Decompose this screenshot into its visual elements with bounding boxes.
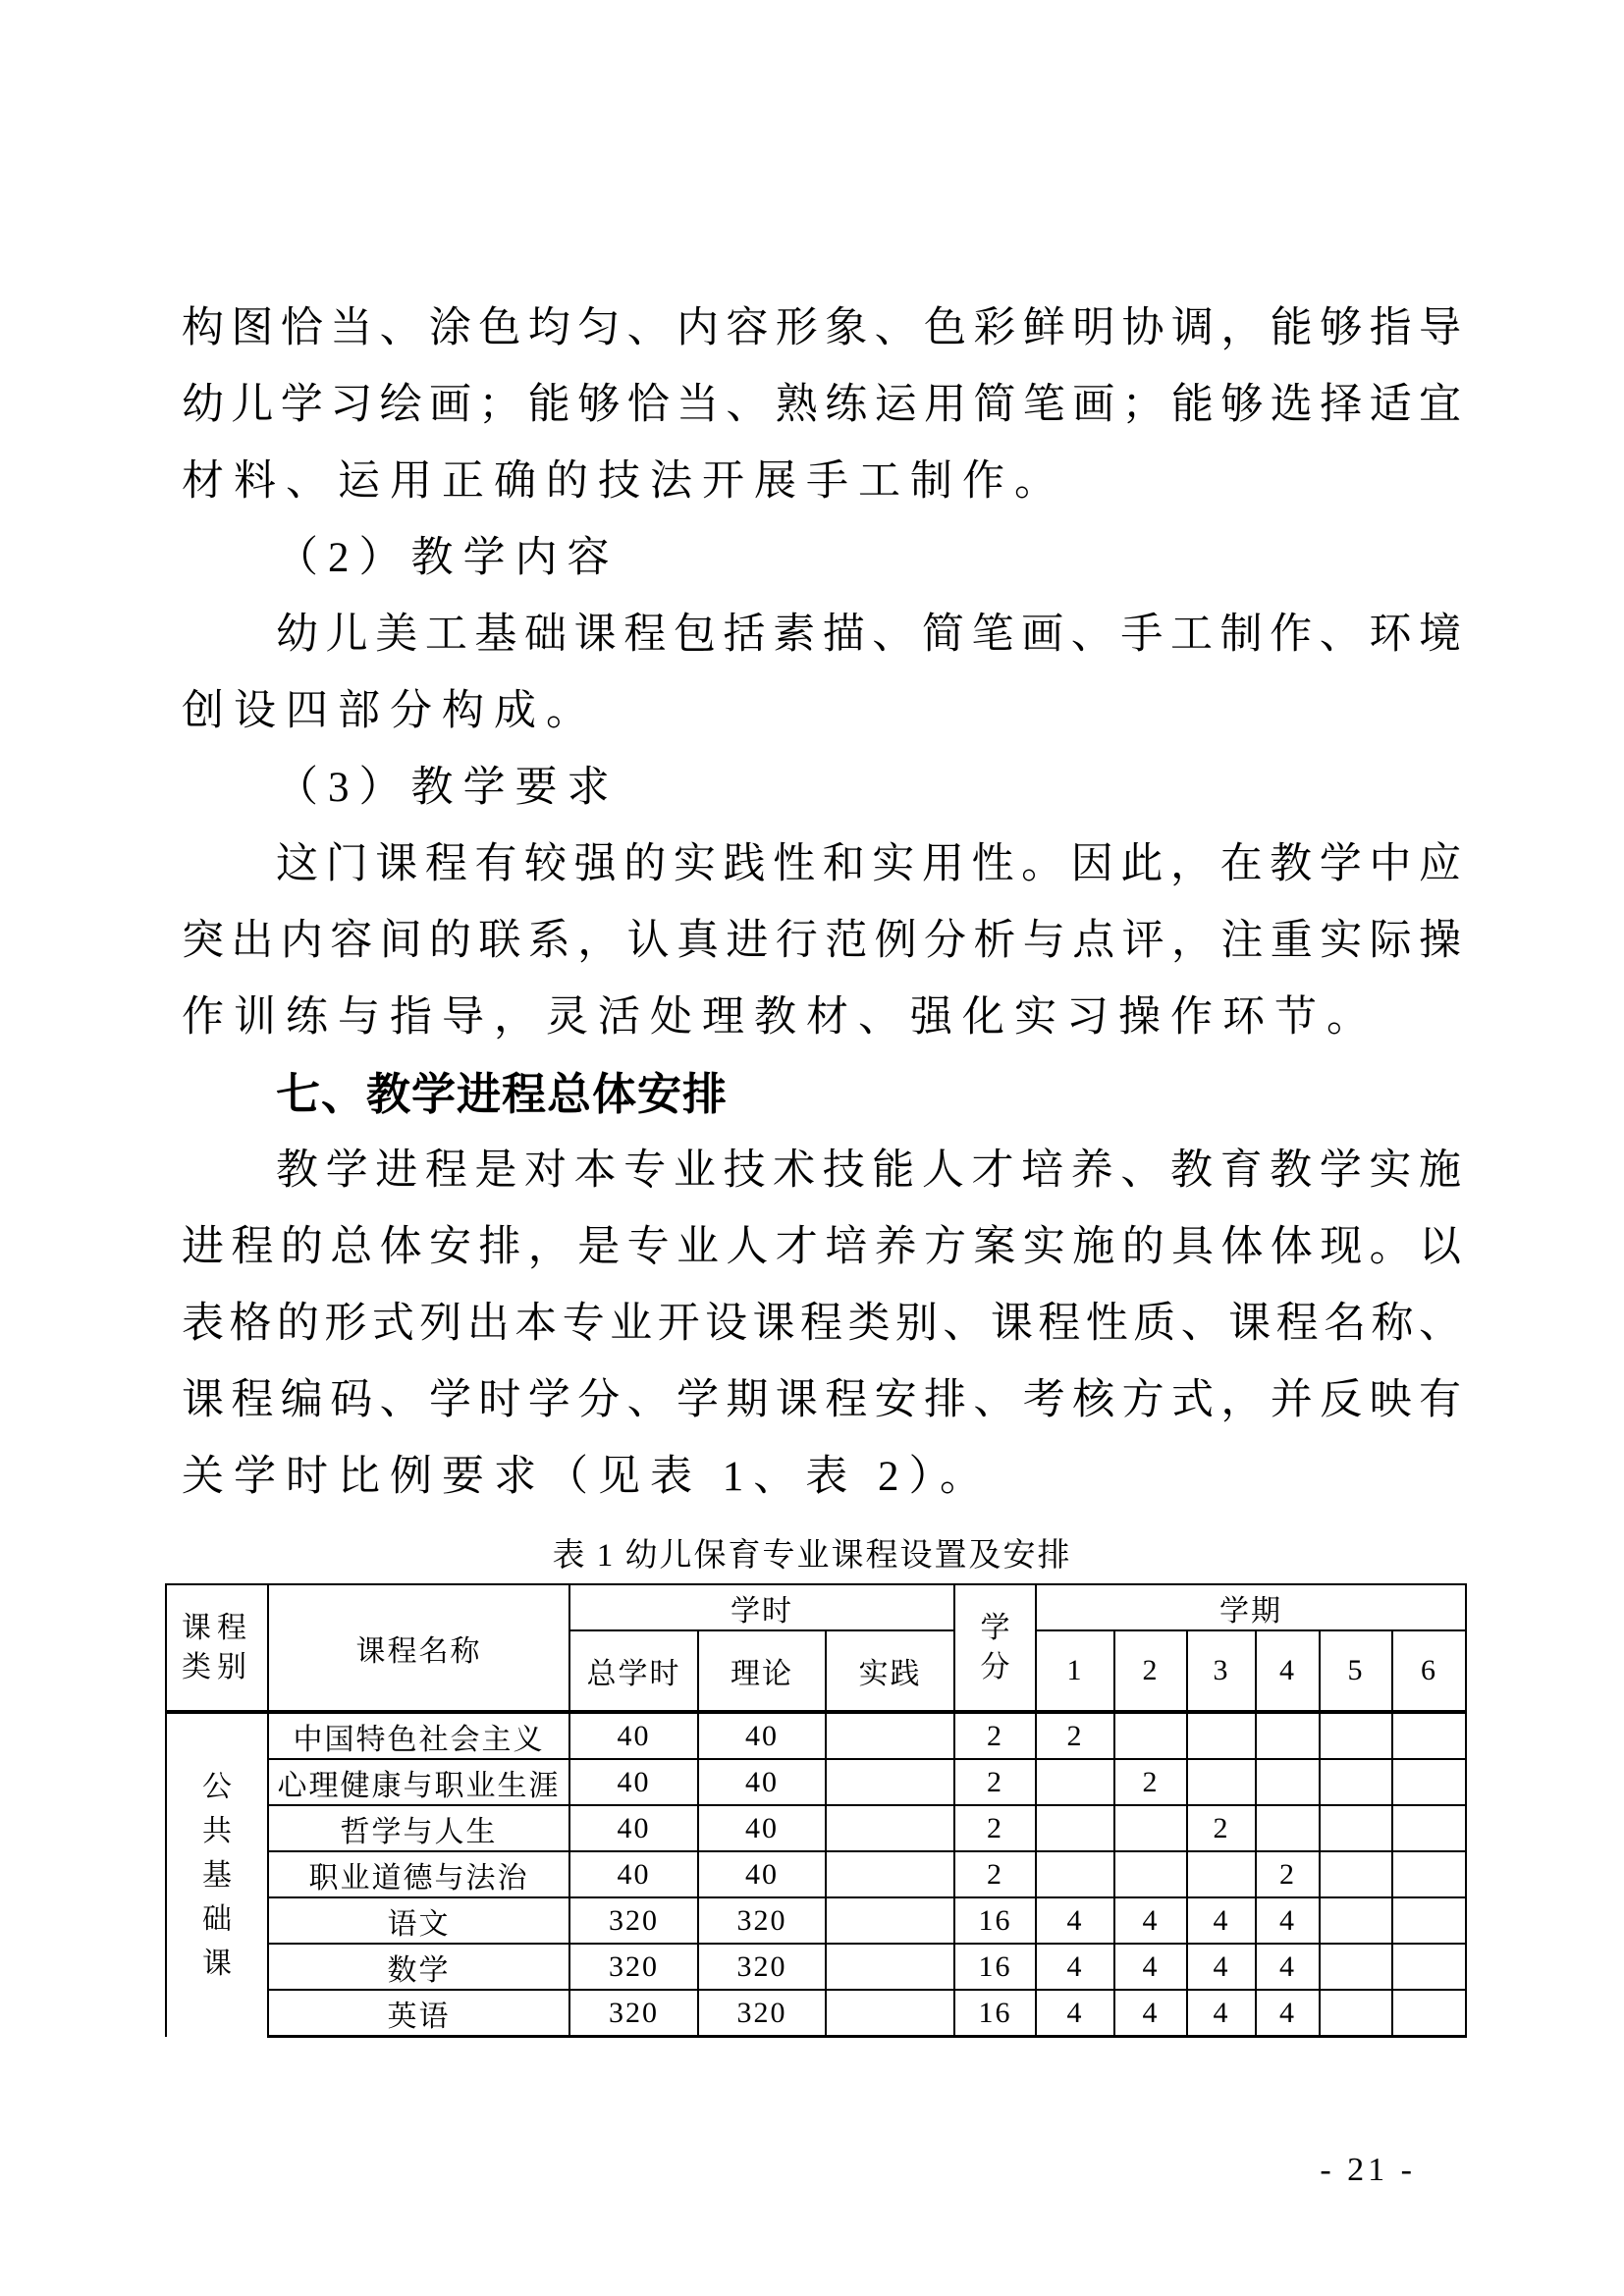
- header-sem-3: 3: [1187, 1630, 1256, 1712]
- sem-cell: [1187, 1851, 1256, 1897]
- credit-cell: 2: [954, 1805, 1036, 1851]
- table-row: [166, 1897, 1466, 1944]
- sem-cell: 4: [1114, 1944, 1187, 1990]
- sem-cell: [1036, 1759, 1114, 1805]
- header-sem-4: 4: [1256, 1630, 1320, 1712]
- sem-cell: [1036, 1851, 1114, 1897]
- sem-cell: [1114, 1805, 1187, 1851]
- sem-cell: 4: [1256, 1944, 1320, 1990]
- table-row: [166, 1712, 1466, 1759]
- sem-cell: 2: [1036, 1712, 1114, 1759]
- sem-cell: [1320, 1805, 1392, 1851]
- header-credit: 学分: [954, 1584, 1036, 1712]
- sem-cell: [1320, 1897, 1392, 1944]
- sem-cell: [1392, 1851, 1466, 1897]
- header-theory: 理论: [698, 1630, 826, 1712]
- text-line: 幼儿学习绘画；能够恰当、熟练运用简笔画；能够选择适宜: [182, 382, 1463, 428]
- total-hours-cell: 40: [569, 1759, 698, 1805]
- sem-cell: 4: [1036, 1897, 1114, 1944]
- header-sem-1: 1: [1036, 1630, 1114, 1712]
- header-total-hours: 总学时: [569, 1630, 698, 1712]
- text-line: 突出内容间的联系，认真进行范例分析与点评，注重实际操: [182, 918, 1463, 964]
- sem-cell: 4: [1187, 1944, 1256, 1990]
- course-schedule-table: [165, 1583, 1467, 2038]
- credit-cell: 2: [954, 1851, 1036, 1897]
- course-name-cell: 中国特色社会主义: [268, 1712, 569, 1759]
- sem-cell: [1036, 1805, 1114, 1851]
- sem-cell: [1320, 1851, 1392, 1897]
- course-name-cell: 数学: [268, 1944, 569, 1990]
- total-hours-cell: 320: [569, 1944, 698, 1990]
- sem-cell: 2: [1256, 1851, 1320, 1897]
- sem-cell: 4: [1036, 1944, 1114, 1990]
- text-line: 材料、运用正确的技法开展手工制作。: [182, 458, 1066, 505]
- credit-cell: 2: [954, 1712, 1036, 1759]
- table-row: [166, 1944, 1466, 1990]
- theory-cell: 40: [698, 1851, 826, 1897]
- total-hours-cell: 40: [569, 1805, 698, 1851]
- sem-cell: 4: [1256, 1897, 1320, 1944]
- practice-cell: [826, 1805, 954, 1851]
- sem-cell: [1392, 1990, 1466, 2037]
- table-row: [166, 1851, 1466, 1897]
- header-course-category: 课程类别: [166, 1584, 268, 1712]
- category-cell: 公共基础课: [166, 1712, 268, 2037]
- table-row: [166, 1990, 1466, 2037]
- theory-cell: 40: [698, 1759, 826, 1805]
- text-line: 关学时比例要求（见表 1、表 2）。: [182, 1454, 992, 1500]
- table-caption: 表 1 幼儿保育专业课程设置及安排: [552, 1538, 1072, 1574]
- sem-cell: 4: [1114, 1990, 1187, 2037]
- sem-cell: 4: [1256, 1990, 1320, 2037]
- practice-cell: [826, 1712, 954, 1759]
- table-row: [166, 1759, 1466, 1805]
- sem-cell: [1392, 1712, 1466, 1759]
- header-course-name: 课程名称: [268, 1584, 569, 1712]
- course-name-cell: 英语: [268, 1990, 569, 2037]
- sem-cell: [1392, 1805, 1466, 1851]
- sem-cell: 4: [1036, 1990, 1114, 2037]
- practice-cell: [826, 1851, 954, 1897]
- text-line: 教学进程是对本专业技术技能人才培养、教育教学实施: [276, 1148, 1463, 1194]
- theory-cell: 320: [698, 1944, 826, 1990]
- sem-cell: [1187, 1712, 1256, 1759]
- sem-cell: [1320, 1944, 1392, 1990]
- header-sem-5: 5: [1320, 1630, 1392, 1712]
- sem-cell: 4: [1187, 1990, 1256, 2037]
- course-name-cell: 心理健康与职业生涯: [268, 1759, 569, 1805]
- header-semester-group: 学期: [1036, 1584, 1466, 1630]
- body-text: [182, 291, 1463, 1516]
- header-sem-2: 2: [1114, 1630, 1187, 1712]
- credit-cell: 16: [954, 1990, 1036, 2037]
- text-line: 这门课程有较强的实践性和实用性。因此，在教学中应: [276, 841, 1463, 887]
- credit-cell: 2: [954, 1759, 1036, 1805]
- sem-cell: [1392, 1944, 1466, 1990]
- text-line: 幼儿美工基础课程包括素描、简笔画、手工制作、环境: [276, 612, 1463, 658]
- text-line: 创设四部分构成。: [182, 688, 598, 734]
- sem-cell: [1256, 1759, 1320, 1805]
- page-number: - 21 -: [1320, 2152, 1416, 2188]
- table-row: [166, 1805, 1466, 1851]
- section-heading: 七、教学进程总体安排: [276, 1069, 729, 1119]
- course-name-cell: 职业道德与法治: [268, 1851, 569, 1897]
- sem-cell: [1256, 1712, 1320, 1759]
- practice-cell: [826, 1944, 954, 1990]
- total-hours-cell: 40: [569, 1712, 698, 1759]
- sem-cell: [1187, 1759, 1256, 1805]
- text-line: （3）教学要求: [276, 765, 620, 811]
- sem-cell: [1320, 1712, 1392, 1759]
- theory-cell: 320: [698, 1897, 826, 1944]
- sem-cell: 2: [1114, 1759, 1187, 1805]
- course-name-cell: 语文: [268, 1897, 569, 1944]
- sem-cell: 4: [1114, 1897, 1187, 1944]
- text-line: 作训练与指导，灵活处理教材、强化实习操作环节。: [182, 994, 1379, 1041]
- text-line: 进程的总体安排，是专业人才培养方案实施的具体体现。以: [182, 1224, 1463, 1270]
- total-hours-cell: 320: [569, 1990, 698, 2037]
- sem-cell: [1320, 1990, 1392, 2037]
- text-line: 表格的形式列出本专业开设课程类别、课程性质、课程名称、: [182, 1301, 1463, 1347]
- header-hours-group: 学时: [569, 1584, 954, 1630]
- total-hours-cell: 320: [569, 1897, 698, 1944]
- sem-cell: [1256, 1805, 1320, 1851]
- credit-cell: 16: [954, 1897, 1036, 1944]
- sem-cell: [1114, 1712, 1187, 1759]
- practice-cell: [826, 1897, 954, 1944]
- sem-cell: 4: [1187, 1897, 1256, 1944]
- text-line: （2）教学内容: [276, 535, 620, 581]
- sem-cell: 2: [1187, 1805, 1256, 1851]
- credit-cell: 16: [954, 1944, 1036, 1990]
- header-sem-6: 6: [1392, 1630, 1466, 1712]
- sem-cell: [1320, 1759, 1392, 1805]
- course-name-cell: 哲学与人生: [268, 1805, 569, 1851]
- practice-cell: [826, 1990, 954, 2037]
- total-hours-cell: 40: [569, 1851, 698, 1897]
- theory-cell: 320: [698, 1990, 826, 2037]
- sem-cell: [1114, 1851, 1187, 1897]
- theory-cell: 40: [698, 1712, 826, 1759]
- table-header-row: [166, 1584, 1466, 1630]
- text-line: 构图恰当、涂色均匀、内容形象、色彩鲜明协调，能够指导: [182, 305, 1463, 351]
- theory-cell: 40: [698, 1805, 826, 1851]
- text-line: 课程编码、学时学分、学期课程安排、考核方式，并反映有: [182, 1377, 1463, 1423]
- practice-cell: [826, 1759, 954, 1805]
- sem-cell: [1392, 1759, 1466, 1805]
- sem-cell: [1392, 1897, 1466, 1944]
- header-practice: 实践: [826, 1630, 954, 1712]
